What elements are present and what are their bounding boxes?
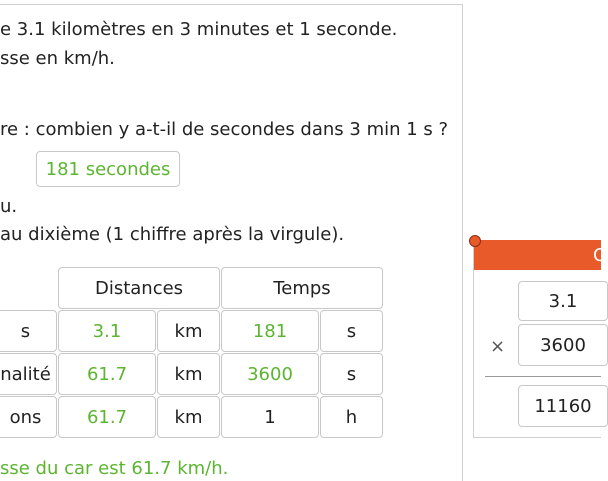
- calculator-operand-2[interactable]: 3600: [518, 324, 608, 366]
- time-input[interactable]: 1: [221, 396, 319, 438]
- distance-input[interactable]: 3.1: [58, 310, 156, 352]
- distance-unit: km: [157, 310, 220, 352]
- calculator-divider: [485, 376, 601, 377]
- time-unit: s: [320, 310, 383, 352]
- header-temps: Temps: [221, 267, 383, 309]
- row-label: nalité: [0, 353, 57, 395]
- distance-unit: km: [157, 353, 220, 395]
- statement-line-2: sse en km/h.: [0, 48, 115, 69]
- question-text: re : combien y a-t-il de secondes dans 3 min 1 s ?: [0, 119, 449, 140]
- exercise-panel: [0, 4, 463, 481]
- answer-field[interactable]: 181 secondes: [36, 151, 180, 187]
- distance-input[interactable]: 61.7: [58, 396, 156, 438]
- time-unit: s: [320, 353, 383, 395]
- calculator-widget[interactable]: [473, 240, 606, 438]
- time-input[interactable]: 3600: [221, 353, 319, 395]
- time-unit: h: [320, 396, 383, 438]
- distance-input[interactable]: 61.7: [58, 353, 156, 395]
- rounding-instruction: au dixième (1 chiffre après la virgule).: [0, 224, 345, 245]
- calculator-operand-1[interactable]: 3.1: [518, 281, 608, 321]
- header-distances: Distances: [58, 267, 220, 309]
- statement-line-1: e 3.1 kilomètres en 3 minutes et 1 seconde.: [0, 19, 398, 40]
- distance-unit: km: [157, 396, 220, 438]
- row-label: s: [0, 310, 57, 352]
- row-label: ons: [0, 396, 57, 438]
- multiply-icon: ×: [490, 336, 506, 357]
- statement-line-u: u.: [0, 196, 18, 217]
- calculator-title-bar[interactable]: [474, 240, 606, 270]
- calculator-title: C: [593, 245, 606, 266]
- conclusion-text: sse du car est 61.7 km/h.: [0, 458, 229, 479]
- drag-handle-icon[interactable]: [469, 235, 481, 247]
- time-input[interactable]: 181: [221, 310, 319, 352]
- calculator-result: 11160: [518, 385, 608, 427]
